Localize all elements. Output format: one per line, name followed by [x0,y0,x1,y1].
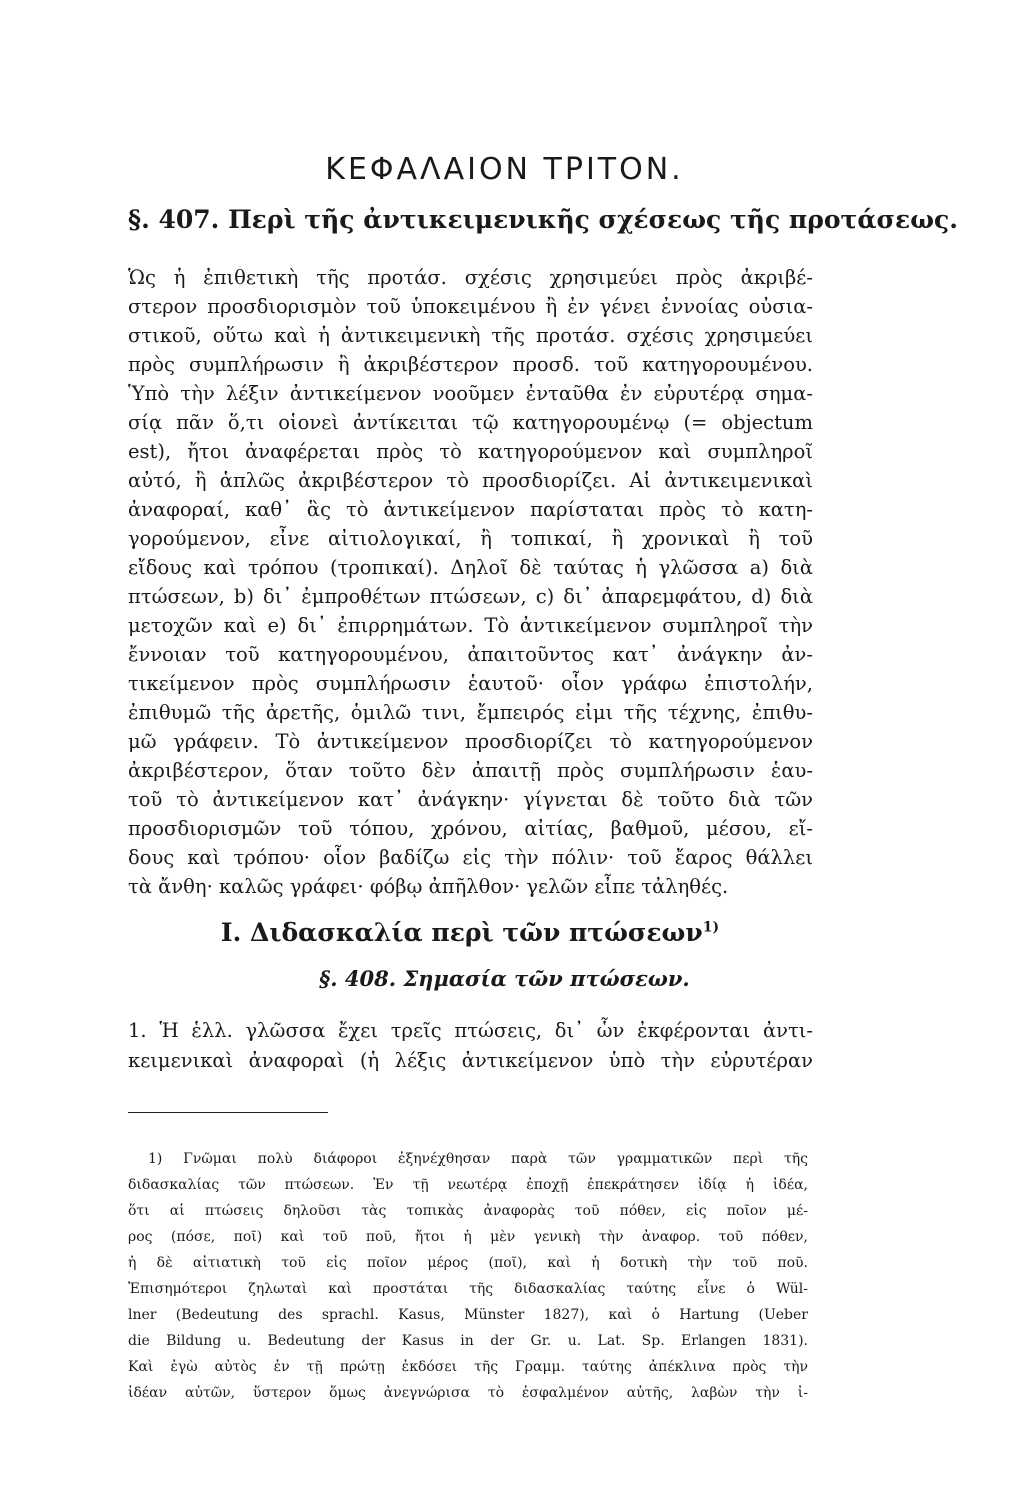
body-line: τικείμενον πρὸς συμπλήρωσιν ἑαυτοῦ· οἷον γράφω ἐπιστολήν, [128,672,813,695]
paragraph-line: κειμενικαὶ ἀναφοραὶ (ἡ λέξις ἀντικείμενον ὑπὸ τὴν εὐρυτέραν [128,1049,813,1072]
body-line: μῶ γράφειν. Τὸ ἀντικείμενον προσδιορίζει τὸ κατηγορούμενον [128,730,813,753]
section-heading: §. 407. Περὶ τῆς ἀντικειμενικῆς σχέσεως τῆς προτάσεως. [128,205,958,234]
body-line: ἔννοιαν τοῦ κατηγορουμένου, ἀπαιτοῦντος κατ᾽ ἀνάγκην ἀν- [128,643,813,666]
paragraph-line: 1. Ἡ ἑλλ. γλῶσσα ἔχει τρεῖς πτώσεις, δι᾽ ὧν ἐκφέρονται ἀντι- [128,1019,813,1042]
footnote-line: ἰδέαν αὐτῶν, ὕστερον ὅμως ἀνεγνώρισα τὸ ἐσφαλμένον αὐτῆς, λαβὼν τὴν ἰ- [128,1385,808,1401]
body-line: ἐπιθυμῶ τῆς ἀρετῆς, ὁμιλῶ τινι, ἔμπειρός εἰμι τῆς τέχνης, ἐπιθυ- [128,701,813,724]
body-line: μετοχῶν καὶ e) δι᾽ ἐπιρρημάτων. Τὸ ἀντικείμενον συμπληροῖ τὴν [128,614,813,637]
body-line: πρὸς συμπλήρωσιν ἢ ἀκριβέστερον προσδ. τοῦ κατηγορουμένου. [128,353,813,376]
body-line: πτώσεων, b) δι᾽ ἐμπροθέτων πτώσεων, c) δι᾽ ἀπαρεμφάτου, d) διὰ [128,585,813,608]
footnote-line: die Bildung u. Bedeutung der Kasus in der Gr. u. Lat. Sp. Erlangen 1831). [128,1333,808,1349]
footnote-separator [128,1112,328,1113]
footnote-line: 1) Γνῶμαι πολὺ διάφοροι ἐξηνέχθησαν παρὰ τῶν γραμματικῶν περὶ τῆς [148,1151,808,1167]
paragraph-heading: §. 408. Σημασία τῶν πτώσεων. [319,966,690,991]
body-line: σίᾳ πᾶν ὅ,τι οἱονεὶ ἀντίκειται τῷ κατηγορουμένῳ (= objectum [128,411,813,434]
body-line: αὐτό, ἢ ἁπλῶς ἀκριβέστερον τὸ προσδιορίζει. Αἱ ἀντικειμενικαὶ [128,469,813,492]
body-line: τοῦ τὸ ἀντικείμενον κατ᾽ ἀνάγκην· γίγνεται δὲ τοῦτο διὰ τῶν [128,788,813,811]
body-line: ἀναφοραί, καθ᾽ ἃς τὸ ἀντικείμενον παρίσταται πρὸς τὸ κατη- [128,498,813,521]
footnote-line: lner (Bedeutung des sprachl. Kasus, Münster 1827), καὶ ὁ Hartung (Ueber [128,1307,808,1323]
footnote-marker: 1) [702,919,720,936]
body-line: est), ἤτοι ἀναφέρεται πρὸς τὸ κατηγορούμενον καὶ συμπληροῖ [128,440,813,463]
subsection-heading [0,918,940,947]
footnote-line: διδασκαλίας τῶν πτώσεων. Ἐν τῇ νεωτέρᾳ ἐποχῇ ἐπεκράτησεν ἰδίᾳ ἡ ἰδέα, [128,1177,808,1193]
body-line: γορούμενον, εἶνε αἰτιολογικαί, ἢ τοπικαί, ἢ χρονικαὶ ἢ τοῦ [128,527,813,550]
footnote-line: ὅτι αἱ πτώσεις δηλοῦσι τὰς τοπικὰς ἀναφορὰς τοῦ πόθεν, εἰς ποῖον μέ- [128,1203,808,1219]
body-line: προσδιορισμῶν τοῦ τόπου, χρόνου, αἰτίας, βαθμοῦ, μέσου, εἴ- [128,817,813,840]
body-line: στικοῦ, οὕτω καὶ ἡ ἀντικειμενικὴ τῆς προτάσ. σχέσις χρησιμεύει [128,324,813,347]
body-line: Ὡς ἡ ἐπιθετικὴ τῆς προτάσ. σχέσις χρησιμεύει πρὸς ἀκριβέ- [128,266,813,289]
subsection-heading-text: I. Διδασκαλία περὶ τῶν πτώσεων [220,918,703,947]
footnote-line: ἡ δὲ αἰτιατικὴ τοῦ εἰς ποῖον μέρος (ποῖ), καὶ ἡ δοτικὴ τὴν τοῦ ποῦ. [128,1255,808,1271]
body-line: δους καὶ τρόπου· οἷον βαδίζω εἰς τὴν πόλιν· τοῦ ἔαρος θάλλει [128,846,813,869]
footnote-line: ρος (πόσε, ποῖ) καὶ τοῦ ποῦ, ἤτοι ἡ μὲν γενικὴ τὴν ἀναφορ. τοῦ πόθεν, [128,1229,808,1245]
body-line: εἴδους καὶ τρόπου (τροπικαί). Δηλοῖ δὲ ταύτας ἡ γλῶσσα a) διὰ [128,556,813,579]
body-line: στερον προσδιορισμὸν τοῦ ὑποκειμένου ἢ ἐν γένει ἐννοίας οὐσια- [128,295,813,318]
body-line: τὰ ἄνθη· καλῶς γράφει· φόβῳ ἀπῆλθον· γελῶν εἶπε τἀληθές. [128,875,729,898]
body-line: Ὑπὸ τὴν λέξιν ἀντικείμενον νοοῦμεν ἐνταῦθα ἐν εὐρυτέρᾳ σημα- [128,382,813,405]
body-line: ἀκριβέστερον, ὅταν τοῦτο δὲν ἀπαιτῇ πρὸς συμπλήρωσιν ἑαυ- [128,759,813,782]
footnote-line: Καὶ ἐγὼ αὐτὸς ἐν τῇ πρώτῃ ἐκδόσει τῆς Γραμμ. ταύτης ἀπέκλινα πρὸς τὴν [128,1359,808,1375]
footnote-line: Ἐπισημότεροι ζηλωταὶ καὶ προστάται τῆς διδασκαλίας ταύτης εἶνε ὁ Wül- [128,1281,808,1297]
chapter-title: ΚΕΦΑΛΑΙΟΝ ΤΡΙΤΟΝ. [325,152,684,187]
